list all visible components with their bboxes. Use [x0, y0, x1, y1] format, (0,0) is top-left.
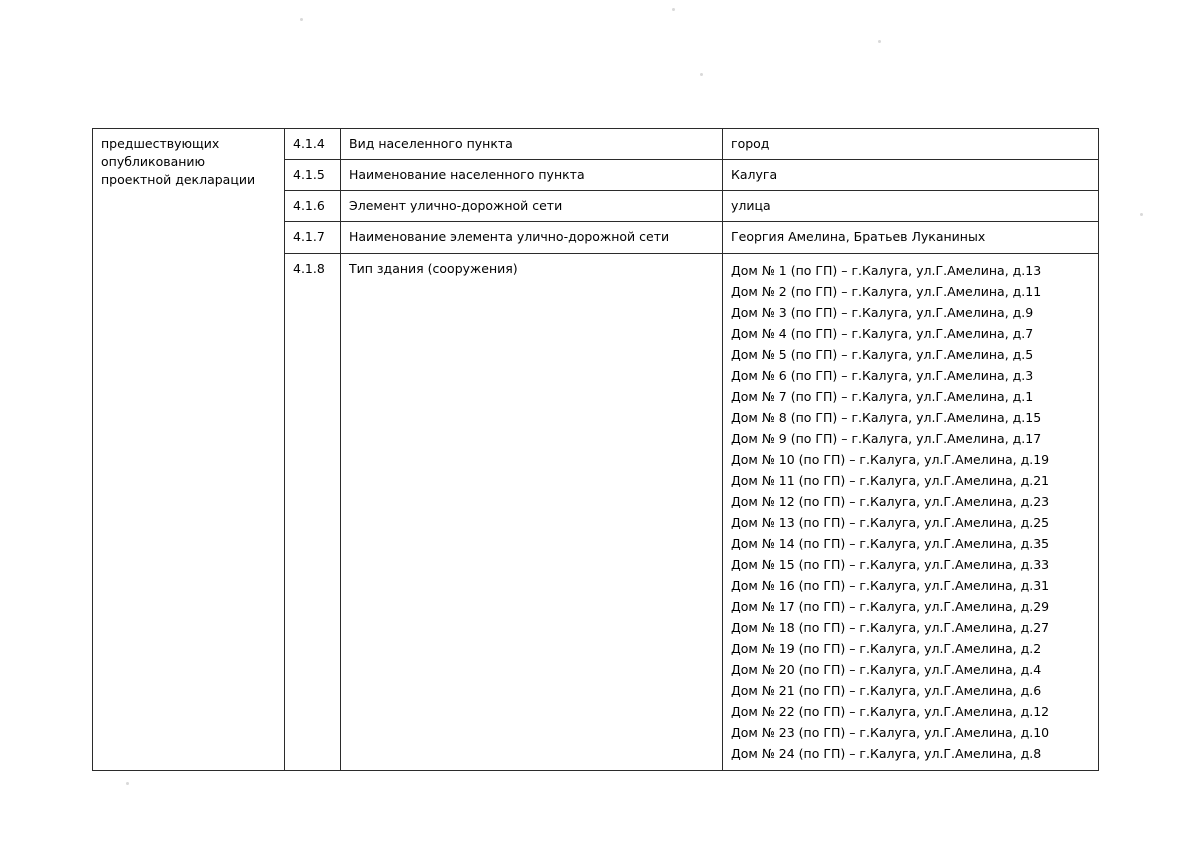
- list-item: Дом № 19 (по ГП) – г.Калуга, ул.Г.Амелина, д.2: [731, 640, 1042, 656]
- list-item: Дом № 18 (по ГП) – г.Калуга, ул.Г.Амелина, д.27: [731, 619, 1050, 635]
- scan-speck: [700, 73, 703, 76]
- declaration-table: [92, 128, 1099, 771]
- list-item: Дом № 12 (по ГП) – г.Калуга, ул.Г.Амелина, д.23: [731, 493, 1050, 509]
- list-item: Дом № 5 (по ГП) – г.Калуга, ул.Г.Амелина, д.5: [731, 346, 1034, 362]
- list-item: Дом № 3 (по ГП) – г.Калуга, ул.Г.Амелина, д.9: [731, 304, 1034, 320]
- list-item: Дом № 22 (по ГП) – г.Калуга, ул.Г.Амелина, д.12: [731, 703, 1050, 719]
- row-value: Георгия Амелина, Братьев Луканиных: [723, 222, 1099, 253]
- row-number: 4.1.8: [285, 253, 341, 770]
- scan-speck: [126, 782, 129, 785]
- list-item: Дом № 7 (по ГП) – г.Калуга, ул.Г.Амелина, д.1: [731, 388, 1034, 404]
- list-item: Дом № 9 (по ГП) – г.Калуга, ул.Г.Амелина, д.17: [731, 430, 1042, 446]
- section-label-cell: предшествующих опубликованию проектной декларации: [93, 129, 285, 771]
- list-item: Дом № 20 (по ГП) – г.Калуга, ул.Г.Амелина, д.4: [731, 661, 1042, 677]
- list-item: Дом № 8 (по ГП) – г.Калуга, ул.Г.Амелина, д.15: [731, 409, 1042, 425]
- row-name: Наименование населенного пункта: [341, 160, 723, 191]
- list-item: Дом № 11 (по ГП) – г.Калуга, ул.Г.Амелина, д.21: [731, 472, 1050, 488]
- list-item: Дом № 6 (по ГП) – г.Калуга, ул.Г.Амелина, д.3: [731, 367, 1034, 383]
- scan-speck: [878, 40, 881, 43]
- row-number: 4.1.7: [285, 222, 341, 253]
- scan-speck: [1140, 213, 1143, 216]
- row-number: 4.1.5: [285, 160, 341, 191]
- list-item: Дом № 13 (по ГП) – г.Калуга, ул.Г.Амелина, д.25: [731, 514, 1050, 530]
- list-item: Дом № 15 (по ГП) – г.Калуга, ул.Г.Амелина, д.33: [731, 556, 1050, 572]
- row-value: город: [723, 129, 1099, 160]
- list-item: Дом № 16 (по ГП) – г.Калуга, ул.Г.Амелина, д.31: [731, 577, 1050, 593]
- building-address-list: [731, 260, 1090, 764]
- scan-speck: [672, 8, 675, 11]
- row-value: улица: [723, 191, 1099, 222]
- table-row: [93, 129, 1099, 160]
- list-item: Дом № 4 (по ГП) – г.Калуга, ул.Г.Амелина, д.7: [731, 325, 1034, 341]
- list-item: Дом № 2 (по ГП) – г.Калуга, ул.Г.Амелина, д.11: [731, 283, 1042, 299]
- row-value: [723, 253, 1099, 770]
- scan-speck: [300, 18, 303, 21]
- list-item: Дом № 10 (по ГП) – г.Калуга, ул.Г.Амелина, д.19: [731, 451, 1050, 467]
- list-item: Дом № 17 (по ГП) – г.Калуга, ул.Г.Амелина, д.29: [731, 598, 1050, 614]
- list-item: Дом № 23 (по ГП) – г.Калуга, ул.Г.Амелина, д.10: [731, 724, 1050, 740]
- row-number: 4.1.6: [285, 191, 341, 222]
- row-name: Тип здания (сооружения): [341, 253, 723, 770]
- list-item: Дом № 21 (по ГП) – г.Калуга, ул.Г.Амелина, д.6: [731, 682, 1042, 698]
- list-item: Дом № 14 (по ГП) – г.Калуга, ул.Г.Амелина, д.35: [731, 535, 1050, 551]
- row-name: Вид населенного пункта: [341, 129, 723, 160]
- list-item: Дом № 1 (по ГП) – г.Калуга, ул.Г.Амелина, д.13: [731, 262, 1042, 278]
- row-name: Наименование элемента улично-дорожной сети: [341, 222, 723, 253]
- row-number: 4.1.4: [285, 129, 341, 160]
- row-name: Элемент улично-дорожной сети: [341, 191, 723, 222]
- row-value: Калуга: [723, 160, 1099, 191]
- list-item: Дом № 24 (по ГП) – г.Калуга, ул.Г.Амелина, д.8: [731, 745, 1042, 761]
